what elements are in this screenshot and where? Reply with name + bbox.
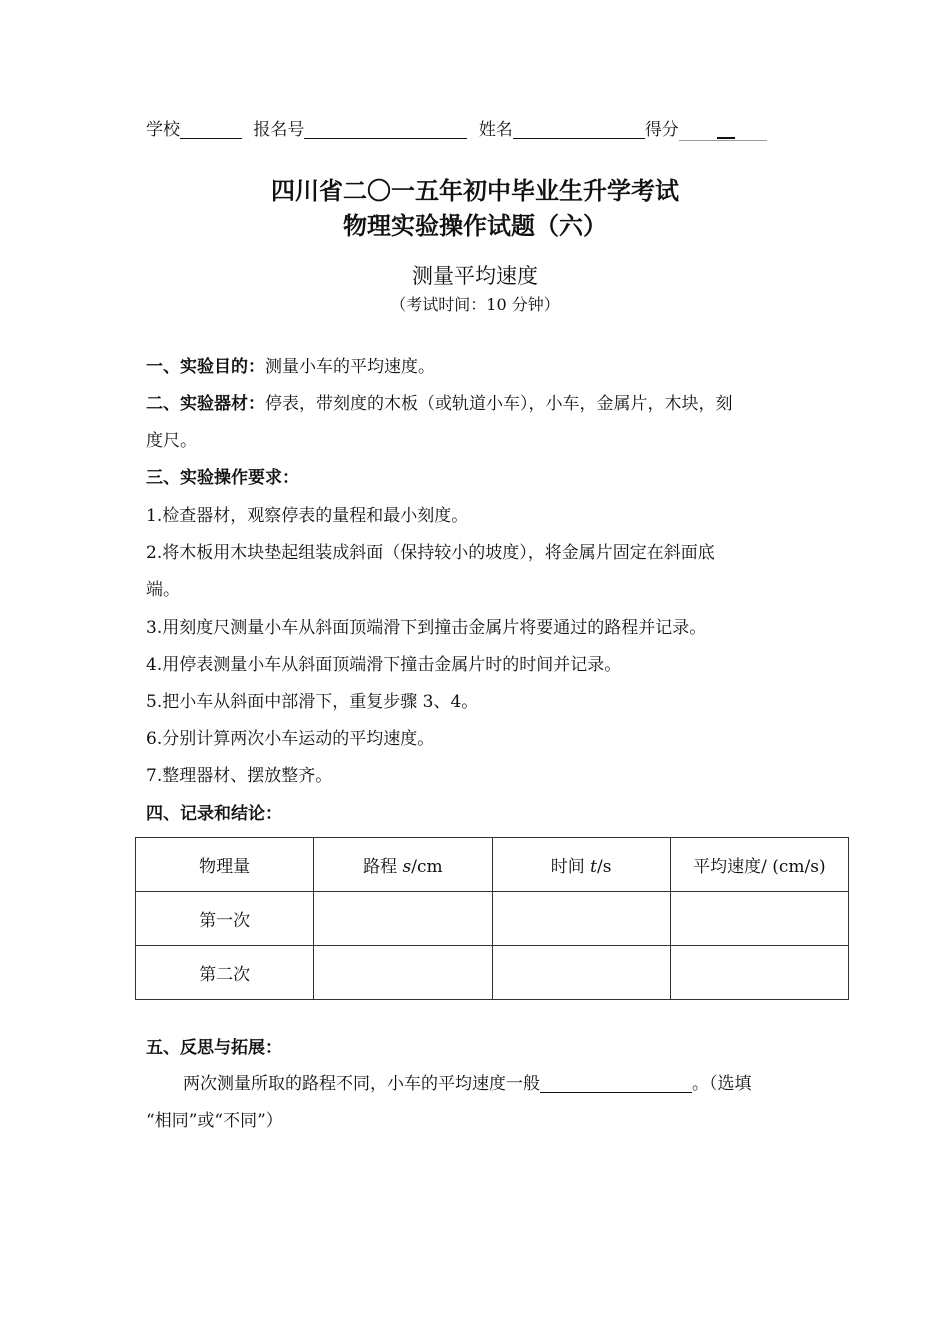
step-2-cont: 端。	[146, 580, 180, 600]
step-3: 3.用刻度尺测量小车从斜面顶端滑下到撞击金属片将要通过的路程并记录。	[146, 618, 707, 638]
table-header-row	[136, 838, 849, 892]
reflect-options: “相同”或“不同”）	[146, 1111, 283, 1131]
experiment-title: 测量平均速度	[412, 264, 538, 288]
reflect-text-tail: 。（选填	[692, 1074, 752, 1094]
step-5: 5.把小车从斜面中部滑下，重复步骤 3、4。	[146, 692, 479, 712]
step-4: 4.用停表测量小车从斜面顶端滑下撞击金属片时的时间并记录。	[146, 655, 622, 675]
equipment-text: 停表，带刻度的木板（或轨道小车），小车，金属片，木块，刻	[265, 394, 733, 414]
purpose-text: 测量小车的平均速度。	[265, 357, 435, 377]
reflect-question	[183, 1072, 853, 1096]
exam-title: 四川省二〇一五年初中毕业生升学考试	[271, 177, 679, 205]
name-blank[interactable]	[513, 120, 645, 139]
operation-heading: 三、实验操作要求：	[146, 468, 299, 488]
school-blank[interactable]	[180, 120, 242, 139]
second-distance-cell[interactable]	[314, 946, 492, 1000]
row-label-second: 第二次	[136, 946, 314, 1000]
reflect-heading: 五、反思与拓展：	[146, 1038, 282, 1058]
score-blank[interactable]	[679, 122, 767, 141]
step-1: 1.检查器材，观察停表的量程和最小刻度。	[146, 506, 469, 526]
equipment-text-cont: 度尺。	[146, 431, 197, 451]
step-6: 6.分别计算两次小车运动的平均速度。	[146, 729, 435, 749]
regno-label: 报名号	[253, 120, 305, 140]
purpose-heading: 一、实验目的：	[146, 357, 265, 377]
header-time: 时间 t/s	[492, 838, 670, 892]
step-2: 2.将木板用木块垫起组装成斜面（保持较小的坡度），将金属片固定在斜面底	[146, 543, 715, 563]
row-label-first: 第一次	[136, 892, 314, 946]
table-row	[136, 892, 849, 946]
record-table	[135, 837, 849, 1000]
step-7: 7.整理器材、摆放整齐。	[146, 766, 333, 786]
purpose-line	[146, 355, 816, 379]
header-quantity: 物理量	[136, 838, 314, 892]
second-time-cell[interactable]	[492, 946, 670, 1000]
equipment-heading: 二、实验器材：	[146, 394, 265, 414]
header-distance: 路程 s/cm	[314, 838, 492, 892]
first-time-cell[interactable]	[492, 892, 670, 946]
reflect-text: 两次测量所取的路程不同，小车的平均速度一般	[183, 1074, 540, 1094]
score-dash	[717, 122, 735, 139]
school-label: 学校	[146, 120, 180, 140]
equipment-line	[146, 392, 816, 416]
exam-time: （考试时间：10 分钟）	[390, 295, 560, 314]
name-label: 姓名	[478, 120, 513, 140]
answer-blank[interactable]	[540, 1074, 692, 1093]
regno-blank[interactable]	[304, 120, 467, 139]
header-avg-speed: 平均速度/ (cm/s)	[670, 838, 848, 892]
first-distance-cell[interactable]	[314, 892, 492, 946]
candidate-info-line	[146, 118, 826, 142]
record-heading: 四、记录和结论：	[146, 804, 282, 824]
first-speed-cell[interactable]	[670, 892, 848, 946]
table-row	[136, 946, 849, 1000]
score-label: 得分	[644, 120, 679, 140]
exam-subtitle: 物理实验操作试题（六）	[343, 212, 607, 240]
second-speed-cell[interactable]	[670, 946, 848, 1000]
